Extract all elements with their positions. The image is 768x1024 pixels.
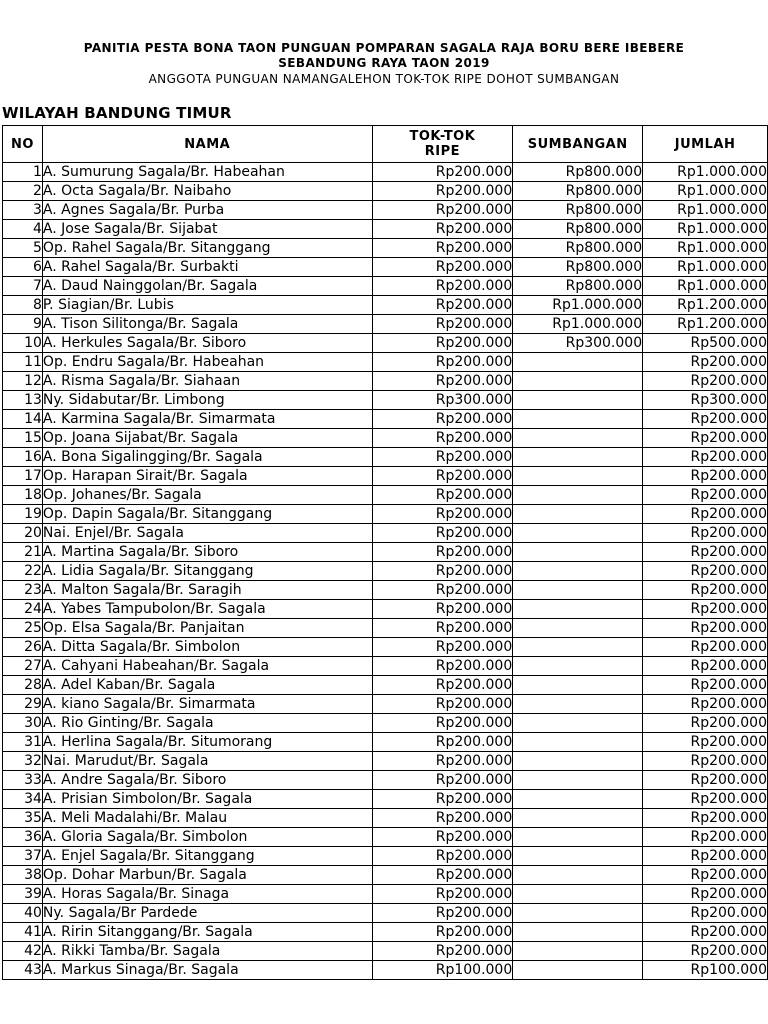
- cell-toktok-ripe: Rp200.000: [372, 258, 513, 277]
- contribution-table: [2, 125, 768, 980]
- table-row: [3, 163, 768, 182]
- cell-toktok-ripe: Rp200.000: [372, 334, 513, 353]
- cell-nama: A. Markus Sinaga/Br. Sagala: [42, 961, 372, 980]
- table-row: [3, 239, 768, 258]
- table-row: [3, 923, 768, 942]
- cell-jumlah: Rp1.000.000: [643, 182, 768, 201]
- col-header-toktok-line2: RIPE: [424, 144, 461, 159]
- cell-nama: A. Adel Kaban/Br. Sagala: [42, 676, 372, 695]
- cell-toktok-ripe: Rp200.000: [372, 847, 513, 866]
- col-header-nama: NAMA: [42, 126, 372, 163]
- cell-nama: A. Martina Sagala/Br. Siboro: [42, 543, 372, 562]
- cell-sumbangan: [513, 942, 643, 961]
- table-row: [3, 372, 768, 391]
- cell-nama: A. Cahyani Habeahan/Br. Sagala: [42, 657, 372, 676]
- cell-toktok-ripe: Rp200.000: [372, 429, 513, 448]
- cell-no: 18: [3, 486, 43, 505]
- cell-toktok-ripe: Rp200.000: [372, 676, 513, 695]
- cell-toktok-ripe: Rp200.000: [372, 315, 513, 334]
- cell-sumbangan: [513, 581, 643, 600]
- cell-jumlah: Rp200.000: [643, 467, 768, 486]
- cell-no: 32: [3, 752, 43, 771]
- cell-jumlah: Rp100.000: [643, 961, 768, 980]
- table-row: [3, 448, 768, 467]
- cell-sumbangan: Rp1.000.000: [513, 315, 643, 334]
- cell-sumbangan: Rp800.000: [513, 201, 643, 220]
- cell-toktok-ripe: Rp200.000: [372, 828, 513, 847]
- cell-no: 23: [3, 581, 43, 600]
- cell-no: 20: [3, 524, 43, 543]
- table-row: [3, 505, 768, 524]
- cell-no: 42: [3, 942, 43, 961]
- table-row: [3, 904, 768, 923]
- cell-nama: Op. Rahel Sagala/Br. Sitanggang: [42, 239, 372, 258]
- cell-nama: Nai. Enjel/Br. Sagala: [42, 524, 372, 543]
- cell-nama: A. Prisian Simbolon/Br. Sagala: [42, 790, 372, 809]
- cell-nama: A. Rikki Tamba/Br. Sagala: [42, 942, 372, 961]
- cell-jumlah: Rp200.000: [643, 676, 768, 695]
- cell-jumlah: Rp200.000: [643, 581, 768, 600]
- cell-jumlah: Rp200.000: [643, 505, 768, 524]
- cell-jumlah: Rp1.000.000: [643, 239, 768, 258]
- document-subtitle: SEBANDUNG RAYA TAON 2019: [278, 56, 490, 70]
- cell-nama: A. Sumurung Sagala/Br. Habeahan: [42, 163, 372, 182]
- cell-no: 21: [3, 543, 43, 562]
- cell-sumbangan: [513, 638, 643, 657]
- cell-toktok-ripe: Rp200.000: [372, 220, 513, 239]
- cell-no: 6: [3, 258, 43, 277]
- cell-nama: A. Andre Sagala/Br. Siboro: [42, 771, 372, 790]
- cell-jumlah: Rp200.000: [643, 885, 768, 904]
- col-header-toktok-line1: TOK-TOK: [409, 129, 476, 144]
- cell-toktok-ripe: Rp200.000: [372, 543, 513, 562]
- cell-no: 22: [3, 562, 43, 581]
- cell-jumlah: Rp1.000.000: [643, 277, 768, 296]
- table-row: [3, 676, 768, 695]
- cell-jumlah: Rp200.000: [643, 847, 768, 866]
- cell-jumlah: Rp1.000.000: [643, 220, 768, 239]
- table-row: [3, 467, 768, 486]
- cell-sumbangan: Rp800.000: [513, 220, 643, 239]
- table-row: [3, 353, 768, 372]
- cell-jumlah: Rp200.000: [643, 638, 768, 657]
- cell-sumbangan: [513, 676, 643, 695]
- cell-jumlah: Rp200.000: [643, 752, 768, 771]
- document-title: PANITIA PESTA BONA TAON PUNGUAN POMPARAN SAGALA RAJA BORU BERE IBEBERE: [83, 41, 685, 55]
- cell-nama: A. Jose Sagala/Br. Sijabat: [42, 220, 372, 239]
- cell-no: 4: [3, 220, 43, 239]
- cell-sumbangan: [513, 429, 643, 448]
- cell-sumbangan: [513, 733, 643, 752]
- cell-no: 17: [3, 467, 43, 486]
- cell-no: 28: [3, 676, 43, 695]
- table-row: [3, 619, 768, 638]
- cell-sumbangan: Rp1.000.000: [513, 296, 643, 315]
- cell-sumbangan: [513, 467, 643, 486]
- cell-nama: A. Malton Sagala/Br. Saragih: [42, 581, 372, 600]
- table-row: [3, 182, 768, 201]
- cell-sumbangan: [513, 505, 643, 524]
- cell-nama: Op. Elsa Sagala/Br. Panjaitan: [42, 619, 372, 638]
- cell-sumbangan: [513, 866, 643, 885]
- table-row: [3, 771, 768, 790]
- cell-toktok-ripe: Rp200.000: [372, 866, 513, 885]
- table-row: [3, 201, 768, 220]
- cell-nama: A. Gloria Sagala/Br. Simbolon: [42, 828, 372, 847]
- cell-toktok-ripe: Rp200.000: [372, 581, 513, 600]
- cell-nama: Op. Endru Sagala/Br. Habeahan: [42, 353, 372, 372]
- cell-toktok-ripe: Rp200.000: [372, 714, 513, 733]
- cell-jumlah: Rp1.000.000: [643, 258, 768, 277]
- cell-jumlah: Rp200.000: [643, 733, 768, 752]
- cell-sumbangan: [513, 410, 643, 429]
- cell-toktok-ripe: Rp200.000: [372, 372, 513, 391]
- cell-nama: A. Herlina Sagala/Br. Situmorang: [42, 733, 372, 752]
- cell-no: 43: [3, 961, 43, 980]
- cell-jumlah: Rp200.000: [643, 828, 768, 847]
- cell-nama: A. Tison Silitonga/Br. Sagala: [42, 315, 372, 334]
- cell-sumbangan: Rp800.000: [513, 182, 643, 201]
- cell-toktok-ripe: Rp200.000: [372, 638, 513, 657]
- cell-toktok-ripe: Rp200.000: [372, 771, 513, 790]
- cell-toktok-ripe: Rp200.000: [372, 486, 513, 505]
- cell-no: 10: [3, 334, 43, 353]
- document-caption: ANGGOTA PUNGUAN NAMANGALEHON TOK-TOK RIPE DOHOT SUMBANGAN: [148, 72, 620, 86]
- cell-jumlah: Rp200.000: [643, 771, 768, 790]
- cell-no: 40: [3, 904, 43, 923]
- cell-jumlah: Rp200.000: [643, 372, 768, 391]
- table-row: [3, 714, 768, 733]
- cell-toktok-ripe: Rp200.000: [372, 505, 513, 524]
- cell-toktok-ripe: Rp200.000: [372, 695, 513, 714]
- table-row: [3, 334, 768, 353]
- cell-toktok-ripe: Rp200.000: [372, 733, 513, 752]
- table-row: [3, 695, 768, 714]
- cell-sumbangan: [513, 524, 643, 543]
- table-row: [3, 258, 768, 277]
- table-row: [3, 486, 768, 505]
- table-row: [3, 429, 768, 448]
- col-header-no: NO: [3, 126, 43, 163]
- cell-no: 25: [3, 619, 43, 638]
- table-row: [3, 809, 768, 828]
- cell-no: 14: [3, 410, 43, 429]
- cell-nama: A. Bona Sigalingging/Br. Sagala: [42, 448, 372, 467]
- cell-no: 39: [3, 885, 43, 904]
- cell-nama: Ny. Sidabutar/Br. Limbong: [42, 391, 372, 410]
- cell-toktok-ripe: Rp200.000: [372, 182, 513, 201]
- table-row: [3, 391, 768, 410]
- cell-toktok-ripe: Rp200.000: [372, 239, 513, 258]
- cell-sumbangan: [513, 847, 643, 866]
- cell-jumlah: Rp200.000: [643, 942, 768, 961]
- table-row: [3, 581, 768, 600]
- cell-jumlah: Rp200.000: [643, 904, 768, 923]
- table-row: [3, 277, 768, 296]
- cell-nama: A. Rahel Sagala/Br. Surbakti: [42, 258, 372, 277]
- cell-toktok-ripe: Rp200.000: [372, 600, 513, 619]
- cell-sumbangan: [513, 657, 643, 676]
- cell-jumlah: Rp1.000.000: [643, 201, 768, 220]
- cell-nama: A. kiano Sagala/Br. Simarmata: [42, 695, 372, 714]
- cell-sumbangan: Rp800.000: [513, 277, 643, 296]
- cell-nama: A. Horas Sagala/Br. Sinaga: [42, 885, 372, 904]
- col-header-sumbangan: SUMBANGAN: [513, 126, 643, 163]
- cell-nama: Op. Dohar Marbun/Br. Sagala: [42, 866, 372, 885]
- cell-jumlah: Rp200.000: [643, 353, 768, 372]
- cell-toktok-ripe: Rp200.000: [372, 904, 513, 923]
- cell-toktok-ripe: Rp200.000: [372, 923, 513, 942]
- cell-sumbangan: [513, 790, 643, 809]
- cell-sumbangan: [513, 771, 643, 790]
- cell-jumlah: Rp200.000: [643, 429, 768, 448]
- cell-sumbangan: [513, 353, 643, 372]
- table-row: [3, 524, 768, 543]
- table-row: [3, 942, 768, 961]
- cell-no: 16: [3, 448, 43, 467]
- cell-toktok-ripe: Rp200.000: [372, 524, 513, 543]
- cell-no: 19: [3, 505, 43, 524]
- cell-nama: A. Yabes Tampubolon/Br. Sagala: [42, 600, 372, 619]
- cell-no: 27: [3, 657, 43, 676]
- cell-jumlah: Rp200.000: [643, 448, 768, 467]
- cell-jumlah: Rp200.000: [643, 714, 768, 733]
- cell-jumlah: Rp1.200.000: [643, 296, 768, 315]
- table-row: [3, 315, 768, 334]
- cell-jumlah: Rp300.000: [643, 391, 768, 410]
- cell-toktok-ripe: Rp200.000: [372, 467, 513, 486]
- cell-toktok-ripe: Rp200.000: [372, 296, 513, 315]
- cell-sumbangan: [513, 809, 643, 828]
- cell-toktok-ripe: Rp200.000: [372, 277, 513, 296]
- cell-jumlah: Rp200.000: [643, 790, 768, 809]
- cell-nama: Op. Johanes/Br. Sagala: [42, 486, 372, 505]
- cell-sumbangan: [513, 752, 643, 771]
- cell-sumbangan: [513, 448, 643, 467]
- cell-nama: A. Octa Sagala/Br. Naibaho: [42, 182, 372, 201]
- cell-jumlah: Rp200.000: [643, 410, 768, 429]
- cell-toktok-ripe: Rp300.000: [372, 391, 513, 410]
- cell-no: 36: [3, 828, 43, 847]
- table-row: [3, 961, 768, 980]
- cell-no: 26: [3, 638, 43, 657]
- table-row: [3, 638, 768, 657]
- cell-sumbangan: [513, 372, 643, 391]
- cell-nama: A. Risma Sagala/Br. Siahaan: [42, 372, 372, 391]
- cell-toktok-ripe: Rp200.000: [372, 657, 513, 676]
- cell-nama: Op. Harapan Sirait/Br. Sagala: [42, 467, 372, 486]
- cell-sumbangan: [513, 619, 643, 638]
- cell-jumlah: Rp200.000: [643, 543, 768, 562]
- cell-nama: A. Karmina Sagala/Br. Simarmata: [42, 410, 372, 429]
- cell-sumbangan: [513, 391, 643, 410]
- cell-no: 41: [3, 923, 43, 942]
- table-row: [3, 790, 768, 809]
- table-row: [3, 562, 768, 581]
- cell-nama: Nai. Marudut/Br. Sagala: [42, 752, 372, 771]
- cell-sumbangan: [513, 562, 643, 581]
- table-row: [3, 543, 768, 562]
- cell-toktok-ripe: Rp100.000: [372, 961, 513, 980]
- cell-no: 30: [3, 714, 43, 733]
- cell-toktok-ripe: Rp200.000: [372, 885, 513, 904]
- cell-jumlah: Rp200.000: [643, 657, 768, 676]
- cell-no: 31: [3, 733, 43, 752]
- cell-toktok-ripe: Rp200.000: [372, 353, 513, 372]
- cell-sumbangan: [513, 714, 643, 733]
- cell-nama: Op. Joana Sijabat/Br. Sagala: [42, 429, 372, 448]
- cell-no: 38: [3, 866, 43, 885]
- cell-no: 3: [3, 201, 43, 220]
- table-row: [3, 752, 768, 771]
- cell-sumbangan: Rp800.000: [513, 239, 643, 258]
- cell-jumlah: Rp200.000: [643, 809, 768, 828]
- cell-no: 33: [3, 771, 43, 790]
- cell-nama: A. Daud Nainggolan/Br. Sagala: [42, 277, 372, 296]
- cell-no: 7: [3, 277, 43, 296]
- cell-jumlah: Rp200.000: [643, 923, 768, 942]
- cell-toktok-ripe: Rp200.000: [372, 619, 513, 638]
- cell-jumlah: Rp200.000: [643, 562, 768, 581]
- table-row: [3, 600, 768, 619]
- table-header-row: [3, 126, 768, 163]
- cell-sumbangan: [513, 600, 643, 619]
- col-header-jumlah: JUMLAH: [643, 126, 768, 163]
- cell-sumbangan: [513, 885, 643, 904]
- cell-sumbangan: [513, 904, 643, 923]
- cell-jumlah: Rp200.000: [643, 600, 768, 619]
- cell-no: 11: [3, 353, 43, 372]
- table-row: [3, 847, 768, 866]
- cell-sumbangan: [513, 923, 643, 942]
- cell-nama: A. Ditta Sagala/Br. Simbolon: [42, 638, 372, 657]
- cell-jumlah: Rp1.200.000: [643, 315, 768, 334]
- cell-sumbangan: [513, 543, 643, 562]
- region-heading: WILAYAH BANDUNG TIMUR: [2, 104, 232, 122]
- cell-nama: Ny. Sagala/Br Pardede: [42, 904, 372, 923]
- cell-jumlah: Rp1.000.000: [643, 163, 768, 182]
- cell-sumbangan: Rp300.000: [513, 334, 643, 353]
- cell-jumlah: Rp200.000: [643, 866, 768, 885]
- cell-jumlah: Rp200.000: [643, 486, 768, 505]
- cell-nama: A. Agnes Sagala/Br. Purba: [42, 201, 372, 220]
- cell-toktok-ripe: Rp200.000: [372, 448, 513, 467]
- table-row: [3, 885, 768, 904]
- cell-nama: A. Lidia Sagala/Br. Sitanggang: [42, 562, 372, 581]
- cell-no: 35: [3, 809, 43, 828]
- cell-jumlah: Rp500.000: [643, 334, 768, 353]
- col-header-toktok-ripe: [372, 126, 513, 163]
- cell-toktok-ripe: Rp200.000: [372, 809, 513, 828]
- cell-toktok-ripe: Rp200.000: [372, 562, 513, 581]
- cell-no: 2: [3, 182, 43, 201]
- cell-no: 15: [3, 429, 43, 448]
- table-body: [3, 163, 768, 980]
- table-row: [3, 657, 768, 676]
- table-row: [3, 733, 768, 752]
- cell-sumbangan: [513, 828, 643, 847]
- cell-sumbangan: [513, 695, 643, 714]
- cell-no: 34: [3, 790, 43, 809]
- cell-no: 5: [3, 239, 43, 258]
- cell-no: 12: [3, 372, 43, 391]
- cell-nama: A. Meli Madalahi/Br. Malau: [42, 809, 372, 828]
- table-row: [3, 296, 768, 315]
- cell-toktok-ripe: Rp200.000: [372, 942, 513, 961]
- cell-no: 37: [3, 847, 43, 866]
- cell-jumlah: Rp200.000: [643, 695, 768, 714]
- cell-toktok-ripe: Rp200.000: [372, 201, 513, 220]
- cell-toktok-ripe: Rp200.000: [372, 410, 513, 429]
- cell-nama: A. Rio Ginting/Br. Sagala: [42, 714, 372, 733]
- cell-nama: Op. Dapin Sagala/Br. Sitanggang: [42, 505, 372, 524]
- cell-no: 1: [3, 163, 43, 182]
- cell-nama: A. Ririn Sitanggang/Br. Sagala: [42, 923, 372, 942]
- table-row: [3, 410, 768, 429]
- cell-no: 29: [3, 695, 43, 714]
- cell-sumbangan: [513, 961, 643, 980]
- cell-no: 9: [3, 315, 43, 334]
- cell-nama: P. Siagian/Br. Lubis: [42, 296, 372, 315]
- cell-toktok-ripe: Rp200.000: [372, 752, 513, 771]
- table-row: [3, 828, 768, 847]
- cell-no: 24: [3, 600, 43, 619]
- cell-nama: A. Herkules Sagala/Br. Siboro: [42, 334, 372, 353]
- cell-sumbangan: [513, 486, 643, 505]
- cell-no: 8: [3, 296, 43, 315]
- cell-no: 13: [3, 391, 43, 410]
- cell-nama: A. Enjel Sagala/Br. Sitanggang: [42, 847, 372, 866]
- cell-sumbangan: Rp800.000: [513, 258, 643, 277]
- cell-toktok-ripe: Rp200.000: [372, 790, 513, 809]
- table-row: [3, 220, 768, 239]
- cell-jumlah: Rp200.000: [643, 524, 768, 543]
- cell-jumlah: Rp200.000: [643, 619, 768, 638]
- cell-toktok-ripe: Rp200.000: [372, 163, 513, 182]
- cell-sumbangan: Rp800.000: [513, 163, 643, 182]
- table-row: [3, 866, 768, 885]
